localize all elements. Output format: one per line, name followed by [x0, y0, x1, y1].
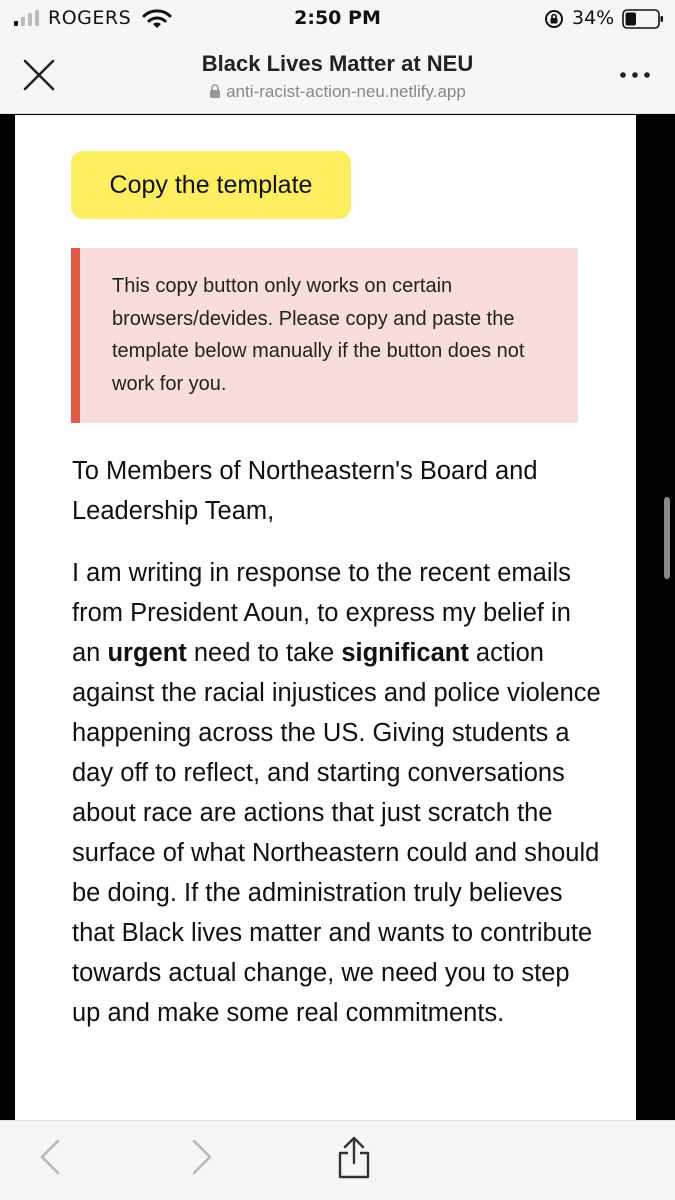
- lock-icon: [209, 84, 221, 98]
- browser-toolbar: [0, 1120, 675, 1200]
- page-content: [15, 115, 636, 1120]
- letter-paragraph: I am writing in response to the recent emails from President Aoun, to express my belief in an urgent need to take significant action against the racial injustices and police violence happening across the US. Giving students a day off to reflect, and starting conversations about race are actions that just scratch the surface of what Northeastern could and should be doing. If the administration truly believes that Black lives matter and wants to contribute towards actual change, we need you to step up and make some real commitments.: [72, 559, 601, 1027]
- share-icon[interactable]: [334, 1135, 374, 1179]
- status-time: 2:50 PM: [294, 7, 381, 29]
- close-icon[interactable]: [20, 56, 58, 94]
- letter-template: [72, 451, 602, 1055]
- page-title: Black Lives Matter at NEU: [201, 51, 474, 76]
- url-display[interactable]: [90, 82, 585, 102]
- back-icon[interactable]: [30, 1135, 70, 1179]
- emphasis-urgent: urgent: [107, 639, 187, 667]
- rotation-lock-icon: [544, 9, 564, 29]
- notice-text: This copy button only works on certain browsers/devides. Please copy and paste the template below manually if the button does not work for you.: [112, 275, 525, 395]
- copy-template-button[interactable]: Copy the template: [71, 151, 351, 219]
- battery-percent: 34%: [572, 7, 615, 29]
- letter-greeting: To Members of Northeastern's Board and Leadership Team,: [72, 457, 538, 525]
- carrier-name: ROGERS: [48, 7, 132, 29]
- emphasis-significant: significant: [341, 639, 469, 667]
- scrollbar-thumb[interactable]: [664, 497, 670, 579]
- url-text: anti-racist-action-neu.netlify.app: [226, 82, 466, 101]
- battery-icon: [622, 9, 664, 29]
- browser-header: [0, 38, 675, 114]
- more-icon[interactable]: [618, 68, 652, 82]
- status-bar: [0, 0, 675, 38]
- notice-box: [71, 248, 578, 423]
- forward-icon[interactable]: [182, 1135, 222, 1179]
